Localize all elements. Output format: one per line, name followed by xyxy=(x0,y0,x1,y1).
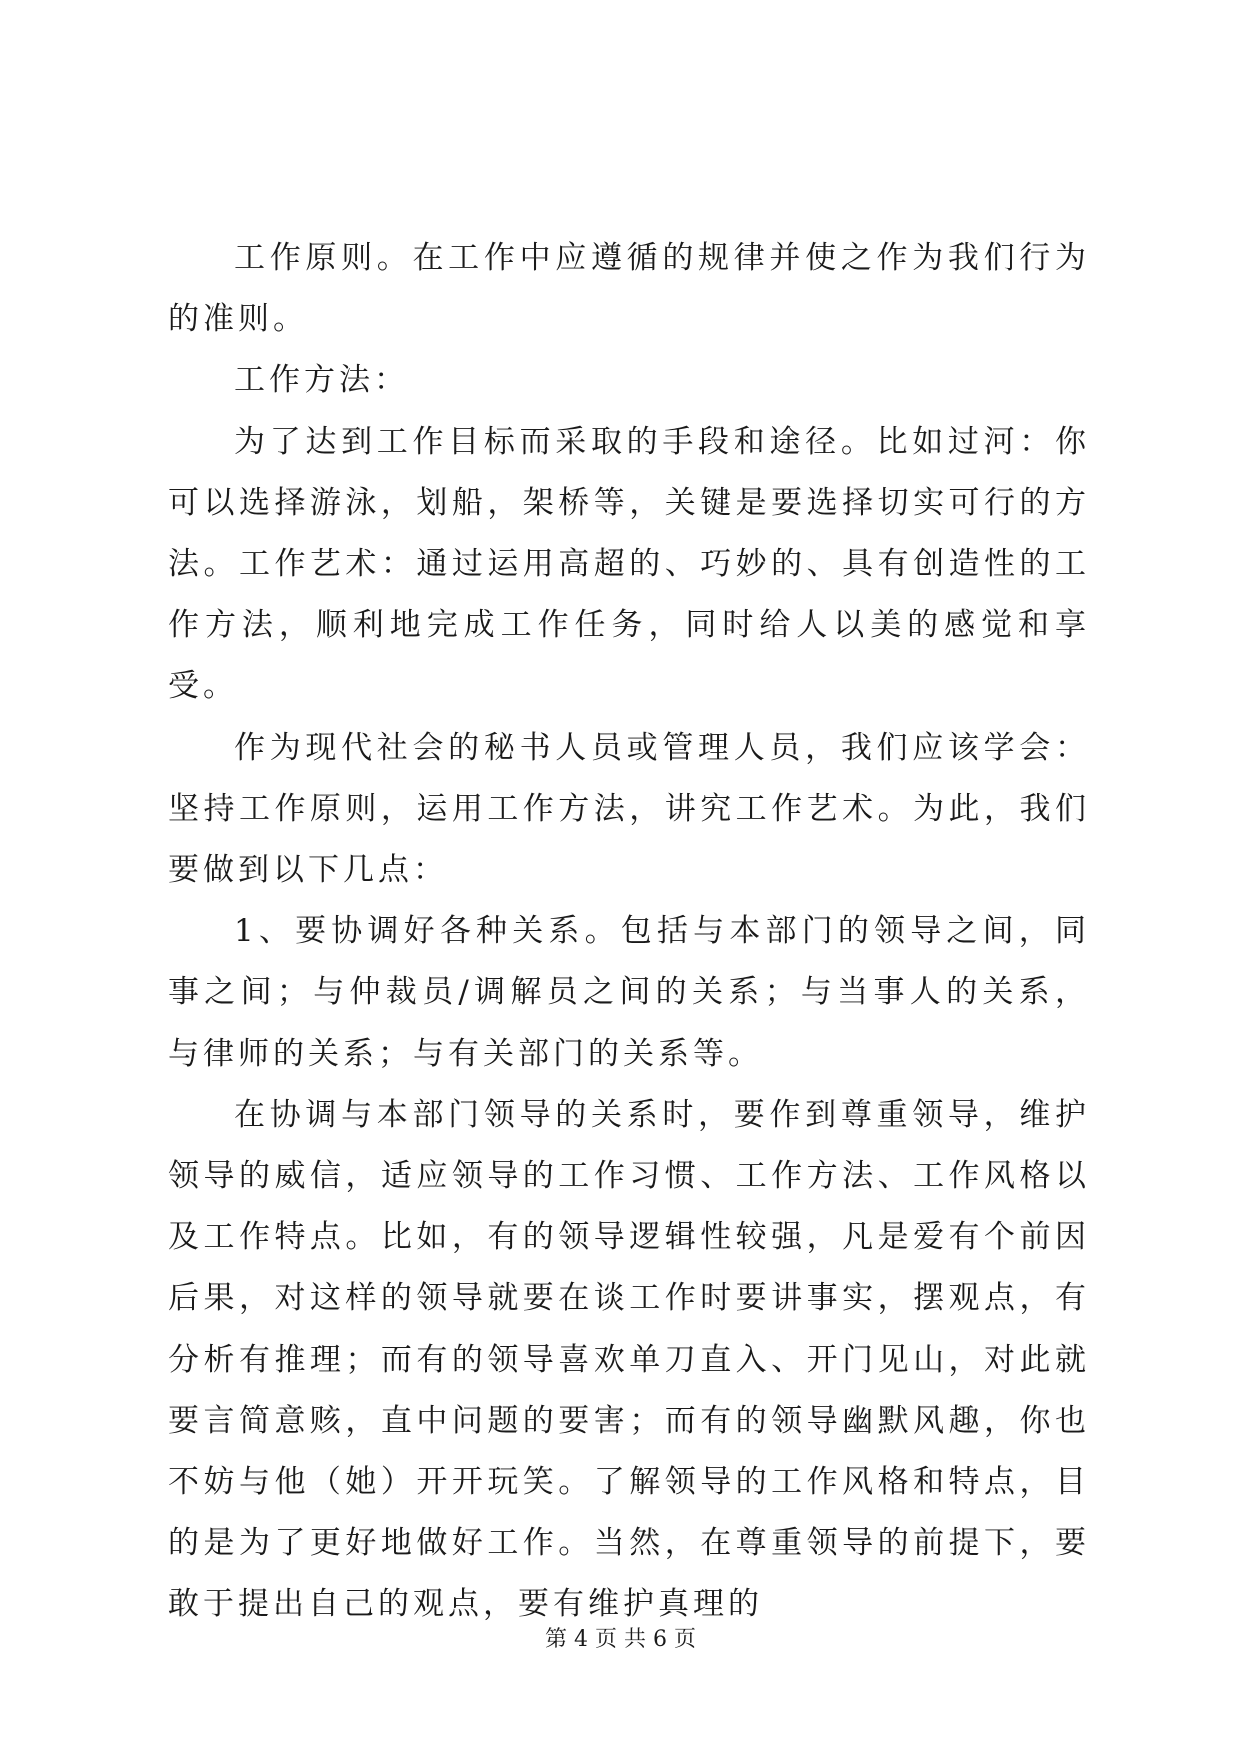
paragraph: 作为现代社会的秘书人员或管理人员，我们应该学会：坚持工作原则，运用工作方法，讲究工作艺术。为此，我们要做到以下几点： xyxy=(168,729,1090,889)
paragraph: 1、要协调好各种关系。包括与本部门的领导之间，同事之间；与仲裁员/调解员之间的关系；与当事人的关系，与律师的关系；与有关部门的关系等。 xyxy=(168,913,1090,1072)
document-body xyxy=(168,228,1090,1636)
paragraph: 工作原则。在工作中应遵循的规律并使之作为我们行为的准则。 xyxy=(168,240,1090,338)
paragraph: 在协调与本部门领导的关系时，要作到尊重领导，维护领导的威信，适应领导的工作习惯、工作方法、工作风格以及工作特点。比如，有的领导逻辑性较强，凡是爱有个前因后果，对这样的领导就要在谈工作时要讲事实，摆观点，有分析有推理；而有的领导喜欢单刀直入、开门见山，对此就要言简意赅，直中问题的要害；而有的领导幽默风趣，你也不妨与他（她）开开玩笑。了解领导的工作风格和特点，目的是为了更好地做好工作。当然，在尊重领导的前提下，要敢于提出自己的观点，要有维护真理的 xyxy=(168,1096,1090,1623)
paragraph: 工作方法： xyxy=(234,362,409,399)
page-footer: 第 4 页 共 6 页 xyxy=(545,1627,696,1652)
paragraph: 为了达到工作目标而采取的手段和途径。比如过河：你可以选择游泳，划船，架桥等，关键是要选择切实可行的方法。工作艺术：通过运用高超的、巧妙的、具有创造性的工作方法，顺利地完成工作任务，同时给人以美的感觉和享受。 xyxy=(168,423,1090,705)
